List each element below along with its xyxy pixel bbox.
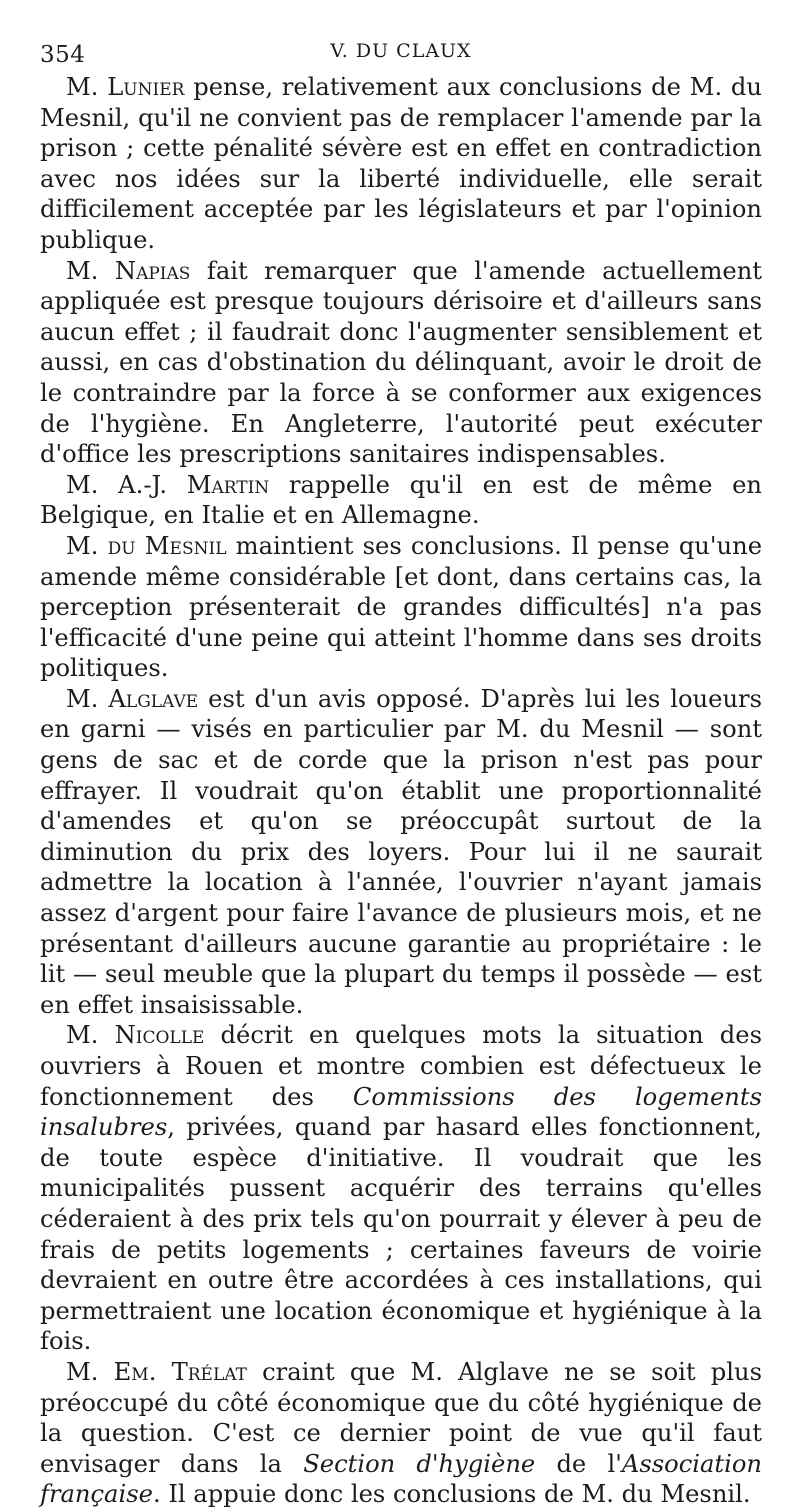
speaker-name: M. A.-J. Martin <box>66 470 270 499</box>
running-title: V. DU CLAUX <box>330 40 472 62</box>
paragraph-text: de l' <box>535 1449 622 1478</box>
paragraph-martin <box>40 470 762 531</box>
italic-title: Commissions des logements insalubres <box>40 1082 763 1142</box>
paragraph-text: décrit en quelques mots la situation des ouvriers à Rouen et montre combien est défectueux le fonctionnement des <box>40 1021 762 1111</box>
paragraph-du-mesnil <box>40 531 762 684</box>
speaker-name: M. Em. Trélat <box>66 1357 247 1386</box>
speaker-name: M. Napias <box>66 256 191 285</box>
paragraph-lunier <box>40 72 762 256</box>
paragraph-text: fait remarquer que l'amende actuellement appliquée est presque toujours dérisoire et d'ailleurs sans aucun effet ; il faudrait donc l'augmenter sensiblement et aussi, en cas d'obstination du délinquant, avoir le droit de le contraindre par la force à se conformer aux exigences de l'hygiène. En Angleterre, l'autorité peut exécuter d'office les prescriptions sanitaires indispensables. <box>40 256 762 469</box>
paragraph-text: , privées, quand par hasard elles fonctionnent, de toute espèce d'initiative. Il voudrait que les municipalités pussent acquérir des terrains qu'elles céderaient à des prix tels qu'on pourrait y élever à peu de frais de petits logements ; certaines faveurs de voirie devraient en outre être accordées à ces installations, qui permettraient une location économique et hygiénique à la fois. <box>40 1113 762 1356</box>
paragraph-nicolle <box>40 1020 762 1357</box>
speaker-name: M. Alglave <box>66 684 199 713</box>
paragraph-trelat <box>40 1357 762 1510</box>
speaker-name: M. Lunier <box>66 73 185 101</box>
body-text <box>40 72 762 1510</box>
speaker-name: M. du Mesnil <box>66 531 227 560</box>
paragraph-text: craint que M. Alglave ne se soit plus préoccupé du côté économique que du côté hygiénique de la question. C'est ce dernier point de vue qu'il faut envisager dans la <box>40 1357 763 1478</box>
paragraph-text: . Il appuie donc les conclusions de M. du Mesnil. <box>152 1480 751 1509</box>
italic-title: Section d'hygiène <box>303 1449 536 1478</box>
page-number: 354 <box>40 42 86 68</box>
paragraph-alglave <box>40 684 762 1021</box>
paragraph-text: pense, relativement aux conclusions de M. du Mesnil, qu'il ne convient pas de remplacer l'amende par la prison ; cette pénalité sévère est en effet en contradiction avec nos idées sur la liberté individuelle, elle serait difficilement acceptée par les législateurs et par l'opinion publique. <box>40 73 762 254</box>
speaker-name: M. Nicolle <box>66 1021 205 1050</box>
running-head <box>40 32 762 72</box>
italic-title: Association française <box>40 1449 763 1509</box>
paragraph-text: est d'un avis opposé. D'après lui les loueurs en garni — visés en particulier par M. du Mesnil — sont gens de sac et de corde que la prison n'est pas pour effrayer. Il voudrait qu'on établit une proportionnalité d'amendes et qu'on se préoccupât surtout de la diminution du prix des loyers. Pour lui il ne saurait admettre la location à l'année, l'ouvrier n'ayant jamais assez d'argent pour faire l'avance de plusieurs mois, et ne présentant d'ailleurs aucune garantie au propriétaire : le lit — seul meuble que la plupart du temps il possède — est en effet insaisissable. <box>40 684 762 1019</box>
paragraph-text: rappelle qu'il en est de même en Belgique, en Italie et en Allemagne. <box>40 470 762 530</box>
paragraph-napias <box>40 256 762 470</box>
paragraph-text: maintient ses conclusions. Il pense qu'une amende même considérable [et dont, dans certains cas, la perception présenterait de grandes difficultés] n'a pas l'efficacité d'une peine qui atteint l'homme dans ses droits politiques. <box>40 531 763 683</box>
